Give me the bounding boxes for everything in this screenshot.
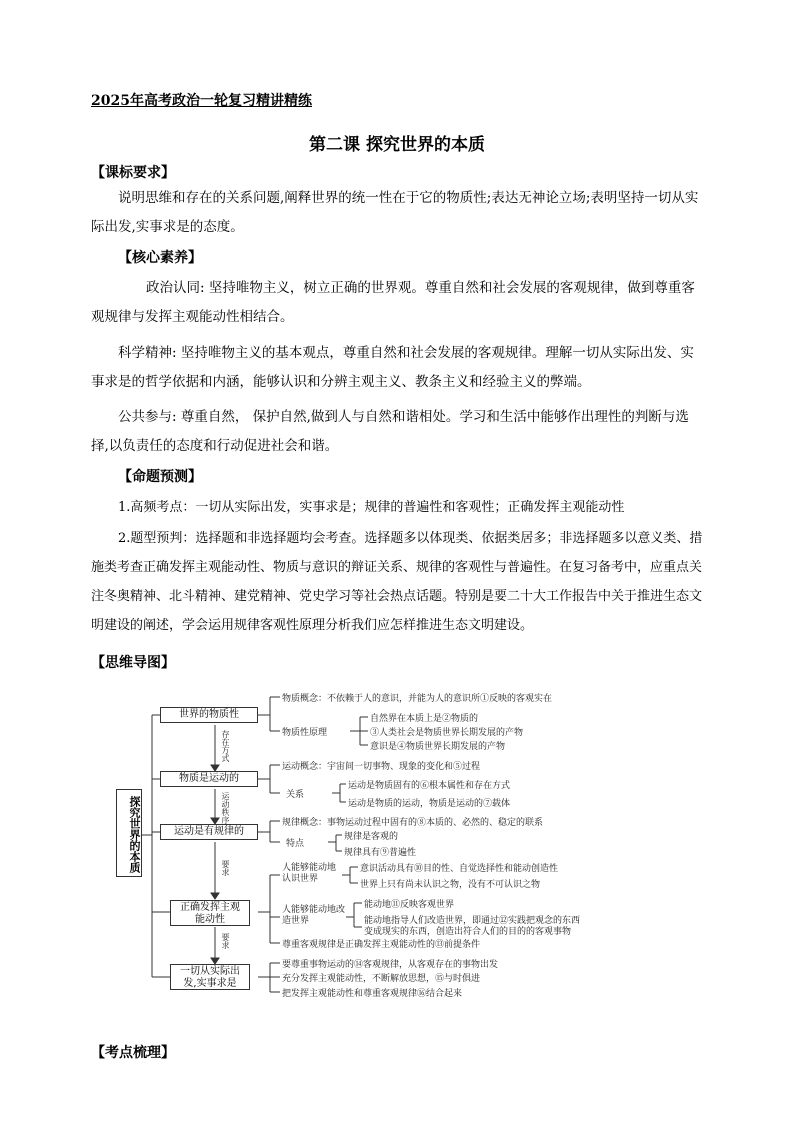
b4-change: 人能够能动地改造世界 bbox=[282, 905, 346, 926]
node-motion-law: 运动是有规律的 bbox=[160, 824, 258, 840]
b3-f2: 规律具有⑨普遍性 bbox=[344, 848, 417, 858]
b4-know: 人能够能动地认识世界 bbox=[282, 863, 337, 884]
b2-r1: 运动是物质固有的⑥根本属性和存在方式 bbox=[348, 781, 511, 791]
section-heading-curriculum: 【课标要求】 bbox=[91, 165, 175, 181]
b5-s1: 要尊重事物运动的⑭客观规律，从客观存在的事物出发 bbox=[282, 960, 499, 970]
b4-k1: 意识活动具有⑩目的性、自觉选择性和能动创造性 bbox=[360, 864, 559, 874]
section-heading-points: 【考点梳理】 bbox=[91, 1045, 175, 1061]
link-label-motion-order: 运动秩序 bbox=[221, 792, 230, 824]
forecast-item-2: 2.题型预判：选择题和非选择题均会考查。选择题多以体现类、依据类居多；非选择题多以意义类、措施类考查正确发挥主观能动性、物质与意识的辩证关系、规律的客观性与普遍性。在复习备考中，应重点关注冬奥精神、北斗精神、建党精神、党史学习等社会热点话题。特别是要二十大工作报告中关于推进生态文明建设的阐述，学会运用规律客观性原理分析我们应怎样推进生态文明建设。 bbox=[91, 531, 703, 633]
link-label-require-2: 要求 bbox=[221, 933, 230, 949]
section-heading-mindmap: 【思维导图】 bbox=[91, 655, 175, 671]
doc-header-title: 2025年高考政治一轮复习精讲精练 bbox=[91, 93, 312, 109]
literacy-political: 政治认同: 坚持唯物主义，树立正确的世界观。尊重自然和社会发展的客观规律，做到尊重客观规律与发挥主观能动性相结合。 bbox=[91, 280, 695, 325]
curriculum-text: 说明思维和存在的关系问题,阐释世界的统一性在于它的物质性;表达无神论立场;表明坚持一切从实际出发,实事求是的态度。 bbox=[91, 190, 699, 235]
forecast-item-1: 1.高频考点：一切从实际出发，实事求是；规律的普遍性和客观性；正确发挥主观能动性 bbox=[118, 500, 625, 515]
b3-concept: 规律概念：事物运动过程中固有的⑧本质的、必然的、稳定的联系 bbox=[282, 818, 544, 828]
b1-p3: 意识是④物质世界长期发展的产物 bbox=[370, 742, 506, 752]
link-label-require-1: 要求 bbox=[221, 860, 230, 876]
link-label-exist-mode: 存在方式 bbox=[221, 730, 230, 762]
literacy-public: 公共参与: 尊重自然， 保护自然,做到人与自然和谐相处。学习和生活中能够作出理性的判断与选择,以负责任的态度和行动促进社会和谐。 bbox=[91, 409, 689, 454]
node-seek-truth: 一切从实际出发,实事求是 bbox=[170, 964, 250, 990]
lesson-title: 第二课 探究世界的本质 bbox=[309, 135, 485, 155]
mind-map-root: 探究世界的本质 bbox=[116, 789, 142, 877]
b5-s3: 把发挥主观能动性和尊重客观规律⑯结合起来 bbox=[282, 989, 463, 999]
node-matter-motion: 物质是运动的 bbox=[160, 771, 258, 787]
b2-r2: 运动是物质的运动，物质是运动的⑦载体 bbox=[348, 799, 511, 809]
b1-principle: 物质性原理 bbox=[282, 728, 328, 738]
b4-c2b: 变成现实的东西，创造出符合人们的目的的客观事物 bbox=[364, 927, 572, 937]
section-heading-forecast: 【命题预测】 bbox=[118, 469, 202, 485]
b4-respect: 尊重客观规律是正确发挥主观能动性的⑬前提条件 bbox=[282, 940, 481, 950]
b4-c1: 能动地⑪反映客观世界 bbox=[364, 900, 455, 910]
b3-feature: 特点 bbox=[286, 839, 305, 849]
node-world-materiality: 世界的物质性 bbox=[160, 707, 258, 723]
b4-k2: 世界上只有尚未认识之物，没有不可认识之物 bbox=[360, 880, 541, 890]
b1-concept: 物质概念：不依赖于人的意识，并能为人的意识所①反映的客观实在 bbox=[282, 694, 553, 704]
literacy-science: 科学精神: 坚持唯物主义的基本观点，尊重自然和社会发展的客观规律。理解一切从实际出发、实事求是的哲学依据和内涵，能够认识和分辨主观主义、教条主义和经验主义的弊端。 bbox=[91, 345, 694, 390]
b4-c2a: 能动地指导人们改造世界，即通过⑫实践把观念的东西 bbox=[364, 916, 581, 926]
node-subjective-initiative: 正确发挥主观能动性 bbox=[170, 900, 250, 926]
b3-f1: 规律是客观的 bbox=[344, 832, 399, 842]
mind-map bbox=[110, 685, 670, 1015]
b1-p2: ③人类社会是物质世界长期发展的产物 bbox=[370, 728, 524, 738]
b2-concept: 运动概念：宇宙间一切事物、现象的变化和⑤过程 bbox=[282, 762, 481, 772]
b5-s2: 充分发挥主观能动性，不断解放思想，⑮与时俱进 bbox=[282, 974, 481, 984]
section-heading-literacy: 【核心素养】 bbox=[118, 250, 202, 266]
b2-relation: 关系 bbox=[286, 790, 305, 800]
b1-p1: 自然界在本质上是②物质的 bbox=[370, 714, 479, 724]
